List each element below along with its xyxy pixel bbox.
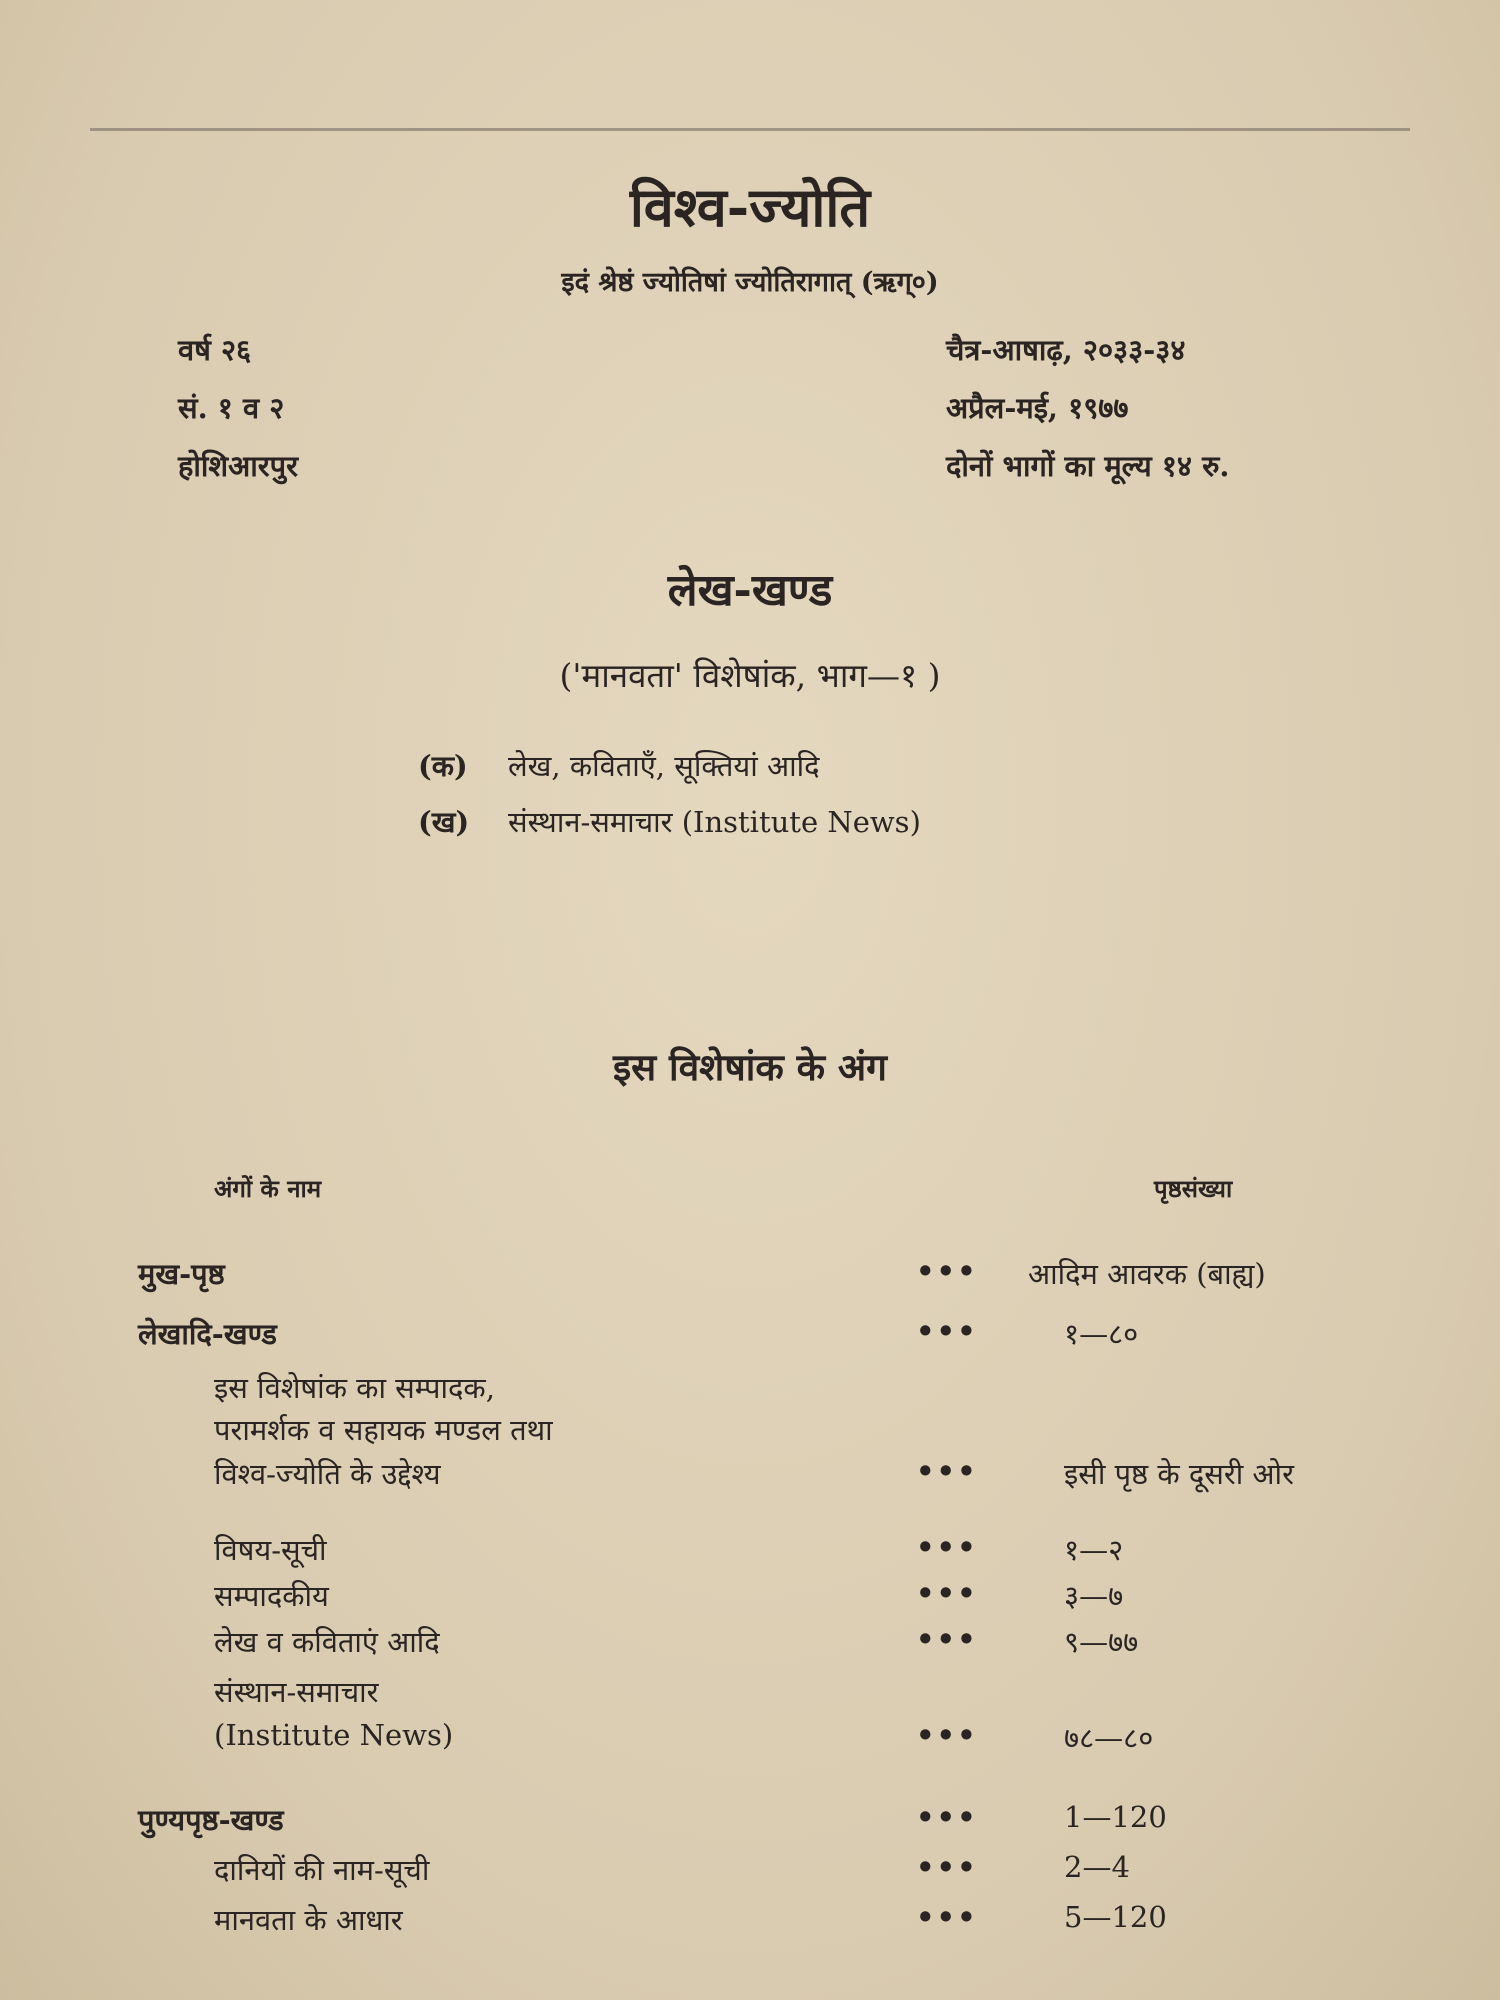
toc-row-pages: 1—120 [1064, 1800, 1167, 1834]
toc-row-pages: ९—७७ [1064, 1625, 1139, 1659]
toc-row-pages: १—२ [1064, 1533, 1124, 1567]
part-label: (ख) [418, 805, 470, 839]
toc-row-name: मुख-पृष्ठ [138, 1257, 225, 1291]
price-label: दोनों भागों का मूल्य १४ रु. [946, 449, 1230, 483]
toc-row-dots: ••• [916, 1254, 978, 1288]
samvat-date: चैत्र-आषाढ़, २०३३-३४ [946, 333, 1186, 367]
toc-row-pages: १—८० [1064, 1317, 1139, 1351]
toc-row-dots: ••• [916, 1718, 978, 1752]
part-item [418, 746, 820, 785]
toc-row-dots: ••• [916, 1454, 978, 1488]
part-text: संस्थान-समाचार (Institute News) [508, 805, 921, 839]
toc-row-name: विश्व-ज्योति के उद्देश्य [214, 1457, 441, 1491]
toc-row-pages: 2—4 [1064, 1850, 1130, 1884]
toc-row-name: पुण्यपृष्ठ-खण्ड [138, 1803, 284, 1837]
volume-label: वर्ष २६ [178, 333, 252, 367]
toc-row-pages: ३—७ [1064, 1579, 1124, 1613]
section-subtitle: ('मानवता' विशेषांक, भाग—१ ) [559, 656, 941, 695]
toc-row-pages: ७८—८० [1064, 1721, 1154, 1755]
toc-row-pages: इसी पृष्ठ के दूसरी ओर [1064, 1457, 1294, 1491]
section-title: लेख-खण्ड [667, 565, 833, 616]
journal-motto: इदं श्रेष्ठं ज्योतिषां ज्योतिरागात् (ऋग्०) [561, 267, 939, 298]
toc-title: इस विशेषांक के अंग [612, 1045, 888, 1089]
journal-title: विश्व-ज्योति [629, 175, 871, 239]
part-label: (क) [418, 749, 468, 783]
toc-row-name: (Institute News) [214, 1718, 454, 1752]
toc-row-name: लेखादि-खण्ड [138, 1317, 277, 1351]
toc-row-dots: ••• [916, 1850, 978, 1884]
toc-row-dots: ••• [916, 1800, 978, 1834]
toc-row-dots: ••• [916, 1622, 978, 1656]
header-rule [90, 128, 1410, 131]
toc-row-dots: ••• [916, 1530, 978, 1564]
toc-row-name: दानियों की नाम-सूची [214, 1853, 430, 1887]
issue-label: सं. १ व २ [178, 391, 285, 425]
toc-col-pages: पृष्ठसंख्या [1154, 1174, 1233, 1203]
toc-col-name: अंगों के नाम [214, 1174, 322, 1203]
part-item [418, 802, 921, 841]
toc-row-name: मानवता के आधार [214, 1903, 403, 1937]
toc-row-name: विषय-सूची [214, 1533, 327, 1567]
toc-row-pages: आदिम आवरक (बाह्य) [1028, 1257, 1266, 1291]
place-label: होशिआरपुर [178, 449, 298, 483]
part-text: लेख, कविताएँ, सूक्तियां आदि [508, 749, 820, 783]
toc-row-dots: ••• [916, 1314, 978, 1348]
toc-row-name: परामर्शक व सहायक मण्डल तथा [214, 1413, 553, 1447]
month-date: अप्रैल-मई, १९७७ [946, 391, 1129, 425]
toc-row-name: इस विशेषांक का सम्पादक, [214, 1371, 495, 1405]
toc-row-pages: 5—120 [1064, 1900, 1167, 1934]
toc-row-dots: ••• [916, 1576, 978, 1610]
toc-row-name: लेख व कविताएं आदि [214, 1625, 440, 1659]
toc-row-name: सम्पादकीय [214, 1579, 329, 1613]
toc-row-dots: ••• [916, 1900, 978, 1934]
toc-row-name: संस्थान-समाचार [214, 1675, 379, 1709]
